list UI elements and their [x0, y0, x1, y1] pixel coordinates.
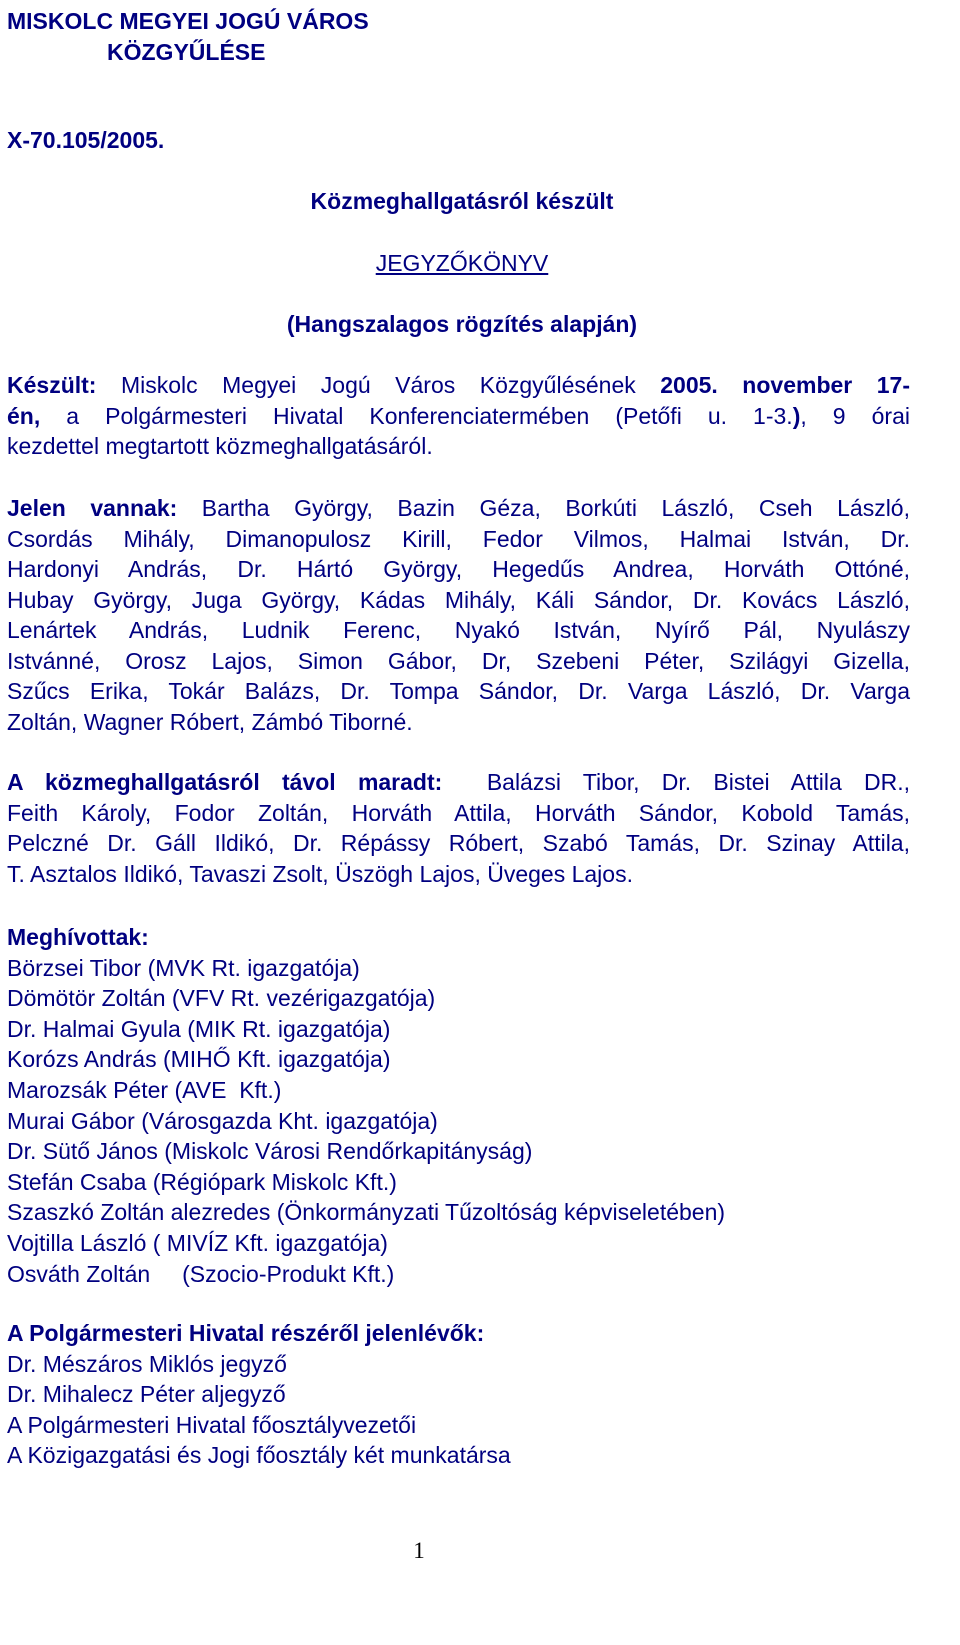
- invited-label: Meghívottak:: [7, 924, 149, 950]
- absent-label: A közmeghallgatásról távol maradt:: [7, 769, 443, 795]
- present-line: Zoltán, Wagner Róbert, Zámbó Tiborné.: [7, 708, 413, 735]
- present-line: Hubay György, Juga György, Kádas Mihály, Káli Sándor, Dr. Kovács László,: [7, 586, 910, 613]
- header-line-1: MISKOLC MEGYEI JOGÚ VÁROS: [7, 8, 369, 34]
- present-line: Istvánné, Orosz Lajos, Simon Gábor, Dr, Szebeni Péter, Szilágyi Gizella,: [7, 647, 910, 674]
- absent-line: T. Asztalos Ildikó, Tavaszi Zsolt, Üszögh Lajos, Üveges Lajos.: [7, 860, 633, 887]
- office-section: [7, 1318, 511, 1471]
- list-item: A Polgármesteri Hivatal főosztályvezetői: [7, 1411, 417, 1438]
- list-item: Dömötör Zoltán (VFV Rt. vezérigazgatója): [7, 985, 436, 1012]
- list-item: Osváth Zoltán (Szocio-Produkt Kft.): [7, 1260, 395, 1287]
- present-paragraph: [7, 493, 910, 737]
- absent-paragraph: [7, 767, 910, 889]
- list-item: Vojtilla László ( MIVÍZ Kft. igazgatója): [7, 1229, 388, 1256]
- title-line-1: Közmeghallgatásról készült: [310, 188, 614, 214]
- absent-line: A közmeghallgatásról távol maradt: Balázsi Tibor, Dr. Bistei Attila DR.,: [7, 769, 911, 795]
- list-item: Stefán Csaba (Régiópark Miskolc Kft.): [7, 1168, 397, 1195]
- present-line: Jelen vannak: Bartha György, Bazin Géza, Borkúti László, Cseh László,: [7, 495, 910, 521]
- intro-paragraph: [7, 370, 910, 462]
- list-item: Börzsei Tibor (MVK Rt. igazgatója): [7, 954, 360, 981]
- list-item: Korózs András (MIHŐ Kft. igazgatója): [7, 1046, 391, 1073]
- absent-line: Pelczné Dr. Gáll Ildikó, Dr. Répássy Róbert, Szabó Tamás, Dr. Szinay Attila,: [7, 830, 910, 856]
- list-item: Szaszkó Zoltán alezredes (Önkormányzati Tűzoltóság képviseletében): [7, 1199, 726, 1226]
- absent-line: Feith Károly, Fodor Zoltán, Horváth Attila, Horváth Sándor, Kobold Tamás,: [7, 799, 910, 826]
- present-label: Jelen vannak:: [7, 495, 178, 521]
- document-header: [7, 6, 369, 68]
- present-line: Csordás Mihály, Dimanopulosz Kirill, Fedor Vilmos, Halmai István, Dr.: [7, 525, 910, 552]
- present-line: Hardonyi András, Dr. Hártó György, Hegedűs Andrea, Horváth Ottóné,: [7, 556, 910, 582]
- invited-section: [7, 922, 725, 1289]
- intro-date-suffix: én,: [7, 402, 41, 429]
- intro-text-1a: Miskolc Megyei Jogú Város Közgyűlésének: [96, 372, 661, 398]
- title-jegyzokonyv: JEGYZŐKÖNYV: [375, 250, 549, 276]
- list-item: Marozsák Péter (AVE Kft.): [7, 1076, 282, 1103]
- list-item: A Közigazgatási és Jogi főosztály két munkatársa: [7, 1442, 511, 1469]
- office-label: A Polgármesteri Hivatal részéről jelenlévők:: [7, 1320, 485, 1346]
- header-line-2: KÖZGYŰLÉSE: [107, 39, 266, 65]
- list-item: Dr. Mihalecz Péter aljegyző: [7, 1381, 286, 1408]
- intro-date: 2005. november 17-: [660, 372, 910, 398]
- present-line: Szűcs Erika, Tokár Balázs, Dr. Tompa Sándor, Dr. Varga László, Dr. Varga: [7, 678, 910, 704]
- list-item: Murai Gábor (Városgazda Kht. igazgatója): [7, 1107, 438, 1134]
- intro-line-1: [7, 370, 910, 401]
- intro-line-2: [7, 401, 910, 432]
- title-line-3: (Hangszalagos rögzítés alapján): [286, 311, 638, 337]
- document-number: X-70.105/2005.: [7, 127, 165, 153]
- present-line: Lenártek András, Ludnik Ferenc, Nyakó István, Nyírő Pál, Nyulászy: [7, 617, 910, 643]
- list-item: Dr. Sütő János (Miskolc Városi Rendőrkapitányság): [7, 1138, 533, 1165]
- list-item: Dr. Mészáros Miklós jegyző: [7, 1350, 287, 1377]
- intro-paren: ): [792, 402, 801, 429]
- intro-text-2d: , 9 órai: [800, 402, 910, 429]
- list-item: Dr. Halmai Gyula (MIK Rt. igazgatója): [7, 1015, 391, 1042]
- intro-text-2b: a Polgármesteri Hivatal Konferenciatermében (Petőfi u. 1-3.: [40, 402, 793, 429]
- intro-line-3: kezdettel megtartott közmeghallgatásáról.: [7, 433, 433, 459]
- intro-label: Készült:: [7, 372, 97, 398]
- page-number: 1: [413, 1538, 425, 1563]
